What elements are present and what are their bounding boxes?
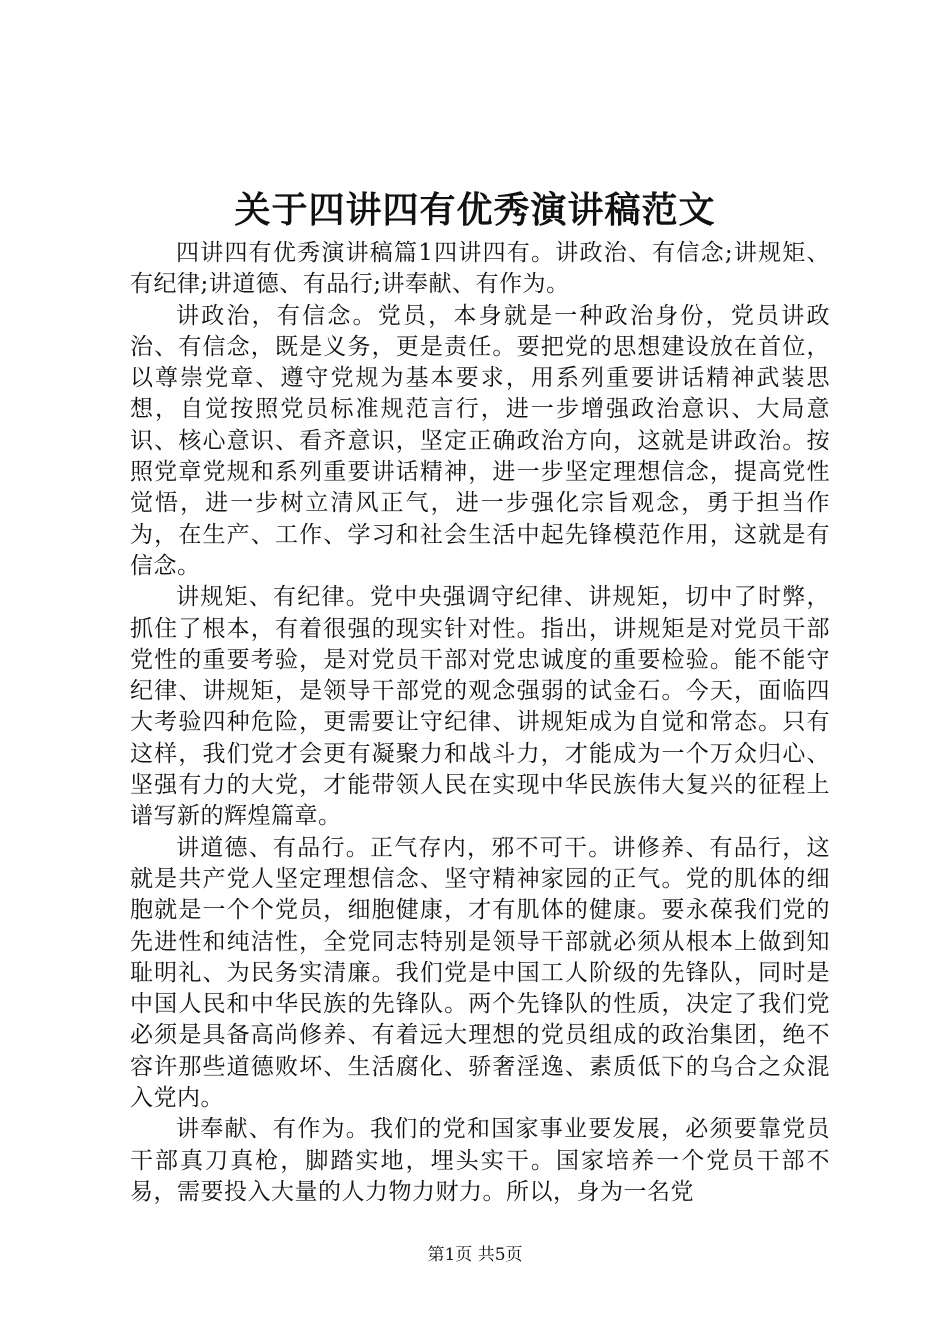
paragraph-discipline: 讲规矩、有纪律。党中央强调守纪律、讲规矩，切中了时弊，抓住了根本，有着很强的现实针对性。指出，讲规矩是对党员干部党性的重要考验，是对党员干部对党忠诚度的重要检验。能不能守纪律、讲规矩，是领导干部党的观念强弱的试金石。今天，面临四大考验四种危险，更需要让守纪律、讲规矩成为自觉和常态。只有这样，我们党才会更有凝聚力和战斗力，才能成为一个万众归心、坚强有力的大党，才能带领人民在实现中华民族伟大复兴的征程上谱写新的辉煌篇章。 xyxy=(130,584,830,830)
paragraph-dedication: 讲奉献、有作为。我们的党和国家事业要发展，必须要靠党员干部真刀真枪，脚踏实地，埋头实干。国家培养一个党员干部不易，需要投入大量的人力物力财力。所以，身为一名党 xyxy=(130,1116,830,1205)
paragraph-morality: 讲道德、有品行。正气存内，邪不可干。讲修养、有品行，这就是共产党人坚定理想信念、坚守精神家园的正气。党的肌体的细胞就是一个个党员，细胞健康，才有肌体的健康。要永葆我们党的先进性和纯洁性，全党同志特别是领导干部就必须从根本上做到知耻明礼、为民务实清廉。我们党是中国工人阶级的先锋队，同时是中国人民和中华民族的先锋队。两个先锋队的性质，决定了我们党必须是具备高尚修养、有着远大理想的党员组成的政治集团，绝不容许那些道德败坏、生活腐化、骄奢淫逸、素质低下的乌合之众混入党内。 xyxy=(130,834,830,1112)
paragraph-intro: 四讲四有优秀演讲稿篇1四讲四有。讲政治、有信念;讲规矩、有纪律;讲道德、有品行;讲奉献、有作为。 xyxy=(130,240,830,298)
page-number-footer: 第1页 共5页 xyxy=(427,1245,523,1265)
paragraph-politics: 讲政治，有信念。党员，本身就是一种政治身份，党员讲政治、有信念，既是义务，更是责任。要把党的思想建设放在首位，以尊崇党章、遵守党规为基本要求，用系列重要讲话精神武装思想，自觉按照党员标准规范言行，进一步增强政治意识、大局意识、核心意识、看齐意识，坚定正确政治方向，这就是讲政治。按照党章党规和系列重要讲话精神，进一步坚定理想信念，提高党性觉悟，进一步树立清风正气，进一步强化宗旨观念，勇于担当作为，在生产、工作、学习和社会生活中起先锋模范作用，这就是有信念。 xyxy=(130,302,830,579)
document-body xyxy=(130,238,830,1208)
document-title: 关于四讲四有优秀演讲稿范文 xyxy=(234,189,716,231)
